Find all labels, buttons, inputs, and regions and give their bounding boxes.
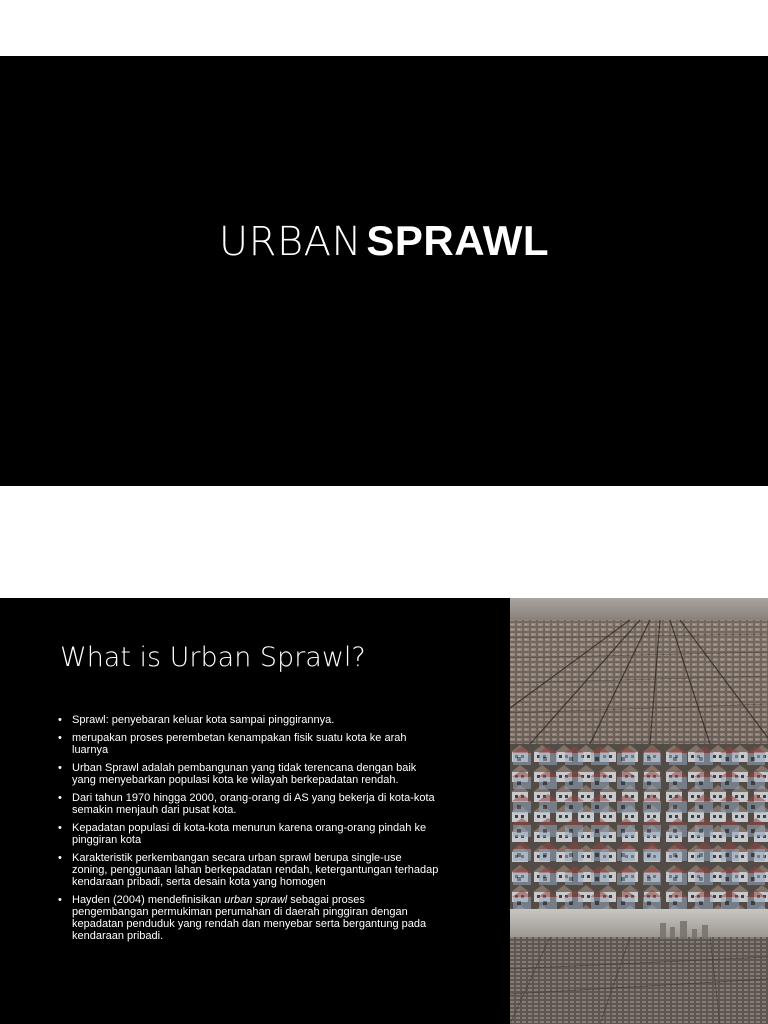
bullet-emphasis: urban sprawl bbox=[224, 894, 288, 906]
bullet-item bbox=[56, 822, 440, 846]
bullet-text: Kepadatan populasi di kota-kota menurun karena orang-orang pindah ke pinggiran kota bbox=[72, 822, 427, 846]
bullet-text: Karakteristik perkembangan secara urban sprawl berupa single-use zoning, penggunaan lahan berkepadatan rendah, ketergantungan terhadap kendaraan pribadi, serta desain kota yang homogen bbox=[72, 852, 439, 888]
slide-title bbox=[0, 217, 768, 265]
bullet-text-pre: Hayden (2004) mendefinisikan bbox=[72, 894, 225, 906]
aerial-suburb-grid-photo bbox=[510, 598, 768, 744]
bullet-text: Sprawl: penyebaran keluar kota sampai pinggirannya. bbox=[72, 714, 335, 726]
colorful-row-houses-photo bbox=[510, 744, 768, 909]
bullet-text: Dari tahun 1970 hingga 2000, orang-orang di AS yang bekerja di kota-kota semakin menjauh dari pusat kota. bbox=[72, 792, 435, 816]
bullet-item bbox=[56, 852, 440, 888]
bullet-item bbox=[56, 714, 440, 726]
bullet-item bbox=[56, 894, 440, 942]
aerial-city-skyline-photo bbox=[510, 909, 768, 1024]
bullet-list bbox=[56, 714, 440, 948]
title-light-word: URBAN bbox=[218, 219, 362, 265]
bullet-text: Urban Sprawl adalah pembangunan yang tidak terencana dengan baik yang menyebarkan populasi kota ke wilayah berkepadatan rendah. bbox=[72, 762, 417, 786]
title-slide bbox=[0, 56, 768, 486]
bullet-item bbox=[56, 732, 440, 756]
bullet-item bbox=[56, 792, 440, 816]
content-slide bbox=[0, 598, 768, 1024]
slide-heading: What is Urban Sprawl? bbox=[60, 642, 366, 673]
bullet-text: merupakan proses perembetan kenampakan fisik suatu kota ke arah luarnya bbox=[72, 732, 407, 756]
bullet-text-post: sebagai proses pengembangan permukiman perumahan di daerah pinggiran dengan kepadatan penduduk yang rendah dan menyebar serta bergantung pada kendaraan pribadi. bbox=[72, 894, 427, 942]
bullet-item bbox=[56, 762, 440, 786]
title-bold-word: SPRAWL bbox=[366, 217, 550, 264]
